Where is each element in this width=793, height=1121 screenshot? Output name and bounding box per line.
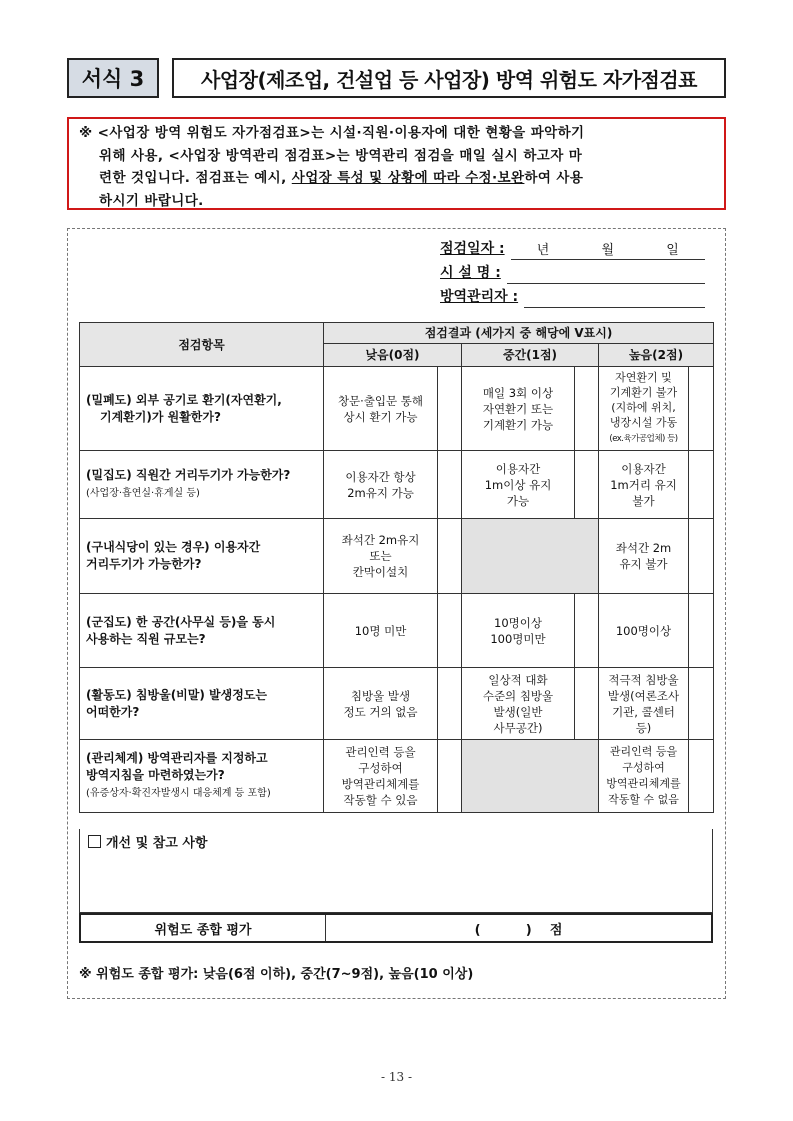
notice-line-4: 하시기 바랍니다. (99, 192, 204, 209)
item-cell: (군집도) 한 공간(사무실 등)을 동시 사용하는 직원 규모는? (80, 594, 324, 668)
low-cell: 관리인력 등을 구성하여 방역관리체계를 작동할 수 있음 (324, 740, 438, 813)
notice-line-2: 위해 사용, <사업장 방역관리 점검표>는 방역관리 점검을 매일 실시 하고자 마 (99, 147, 583, 164)
checkbox-icon[interactable] (88, 835, 101, 848)
low-check[interactable] (438, 594, 462, 668)
mid-check[interactable] (575, 594, 599, 668)
year-unit: 년 (536, 243, 550, 258)
facility-field[interactable] (507, 262, 705, 284)
low-cell: 침방울 발생 정도 거의 없음 (324, 668, 438, 740)
item-cell: (활동도) 침방울(비말) 발생정도는 어떠한가? (80, 668, 324, 740)
facility-row (440, 260, 705, 284)
high-cell: 100명이상 (599, 594, 689, 668)
high-cell: 자연환기 및 기계환기 불가 (지하에 위치, 냉장시설 가동 (ex.육가공업체) 등) (599, 367, 689, 451)
mid-cell: 일상적 대화 수준의 침방울 발생(일반 사무공간) (462, 668, 575, 740)
month-unit: 월 (601, 243, 615, 258)
low-check[interactable] (438, 451, 462, 519)
risk-summary (79, 913, 713, 943)
facility-label: 시 설 명 : (440, 265, 501, 281)
date-row (440, 236, 705, 260)
date-field[interactable] (511, 238, 705, 260)
mid-cell-na (462, 740, 599, 813)
notice-line-3 (79, 167, 716, 190)
mid-check[interactable] (575, 451, 599, 519)
manager-field[interactable] (524, 286, 705, 308)
header-item: 점검항목 (80, 323, 324, 367)
header-level-mid: 중간(1점) (462, 344, 599, 367)
day-unit: 일 (666, 243, 679, 258)
mid-cell: 이용자간 1m이상 유지 가능 (462, 451, 575, 519)
manager-label: 방역관리자 : (440, 289, 519, 305)
notice-underlined-text: 사업장 특성 및 상황에 따라 수정·보완 (291, 170, 525, 186)
high-check[interactable] (689, 451, 714, 519)
mid-check[interactable] (575, 668, 599, 740)
table-row (80, 367, 714, 451)
low-cell: 이용자간 항상 2m유지 가능 (324, 451, 438, 519)
high-cell: 관리인력 등을 구성하여 방역관리체계를 작동할 수 없음 (599, 740, 689, 813)
high-check[interactable] (689, 594, 714, 668)
low-cell: 좌석간 2m유지 또는 칸막이설치 (324, 519, 438, 594)
mid-cell: 10명이상 100명미만 (462, 594, 575, 668)
item-cell: (관리체계) 방역관리자를 지정하고 방역지침을 마련하였는가? (유증상자·확진자발생시 대응체계 등 포함) (80, 740, 324, 813)
table-row (80, 594, 714, 668)
improvement-label: 개선 및 참고 사항 (106, 836, 208, 851)
header-level-high: 높음(2점) (599, 344, 714, 367)
notice-box (67, 117, 726, 210)
low-check[interactable] (438, 668, 462, 740)
low-check[interactable] (438, 519, 462, 594)
item-cell: (구내식당이 있는 경우) 이용자간 거리두기가 가능한가? (80, 519, 324, 594)
notice-line-3-end: 하여 사용 (524, 170, 584, 186)
header-result: 점검결과 (세가지 중 해당에 V표시) (324, 323, 714, 344)
low-cell: 10명 미만 (324, 594, 438, 668)
table-row (80, 668, 714, 740)
item-cell: (밀폐도) 외부 공기로 환기(자연환기, 기계환기)가 원활한가? (80, 367, 324, 451)
low-cell: 창문·출입문 통해 상시 환기 가능 (324, 367, 438, 451)
table-row (80, 519, 714, 594)
mid-cell: 매일 3회 이상 자연환기 또는 기계환기 가능 (462, 367, 575, 451)
date-label: 점검일자 : (440, 241, 505, 257)
manager-row (440, 284, 705, 308)
high-cell: 좌석간 2m 유지 불가 (599, 519, 689, 594)
table-row (80, 740, 714, 813)
high-check[interactable] (689, 740, 714, 813)
low-check[interactable] (438, 367, 462, 451)
summary-label: 위험도 종합 평가 (81, 915, 326, 941)
improvement-notes[interactable] (79, 829, 713, 913)
page-title: 사업장(제조업, 건설업 등 사업장) 방역 위험도 자가점검표 (172, 58, 726, 98)
page-number: - 13 - (380, 1070, 412, 1084)
header-level-low: 낮음(0점) (324, 344, 462, 367)
mid-cell-na (462, 519, 599, 594)
footnote: ※ 위험도 종합 평가: 낮음(6점 이하), 중간(7~9점), 높음(10 이상) (79, 967, 474, 982)
item-cell: (밀집도) 직원간 거리두기가 가능한가? (사업장·흡연실·휴게실 등) (80, 451, 324, 519)
table-row (80, 451, 714, 519)
mid-check[interactable] (575, 367, 599, 451)
high-cell: 적극적 침방울 발생(여론조사 기관, 콜센터 등) (599, 668, 689, 740)
inspection-meta (440, 236, 705, 308)
high-check[interactable] (689, 519, 714, 594)
low-check[interactable] (438, 740, 462, 813)
form-number-badge: 서식 3 (67, 58, 159, 98)
high-cell: 이용자간 1m거리 유지 불가 (599, 451, 689, 519)
high-check[interactable] (689, 668, 714, 740)
notice-line-3-start: 련한 것입니다. 점검표는 예시, (99, 170, 287, 186)
notice-line-1: ※ <사업장 방역 위험도 자가점검표>는 시설·직원·이용자에 대한 현황을 파악하기 (79, 125, 585, 141)
high-check[interactable] (689, 367, 714, 451)
checklist-table (79, 322, 714, 813)
summary-score-field[interactable]: ( ) 점 (474, 922, 563, 938)
